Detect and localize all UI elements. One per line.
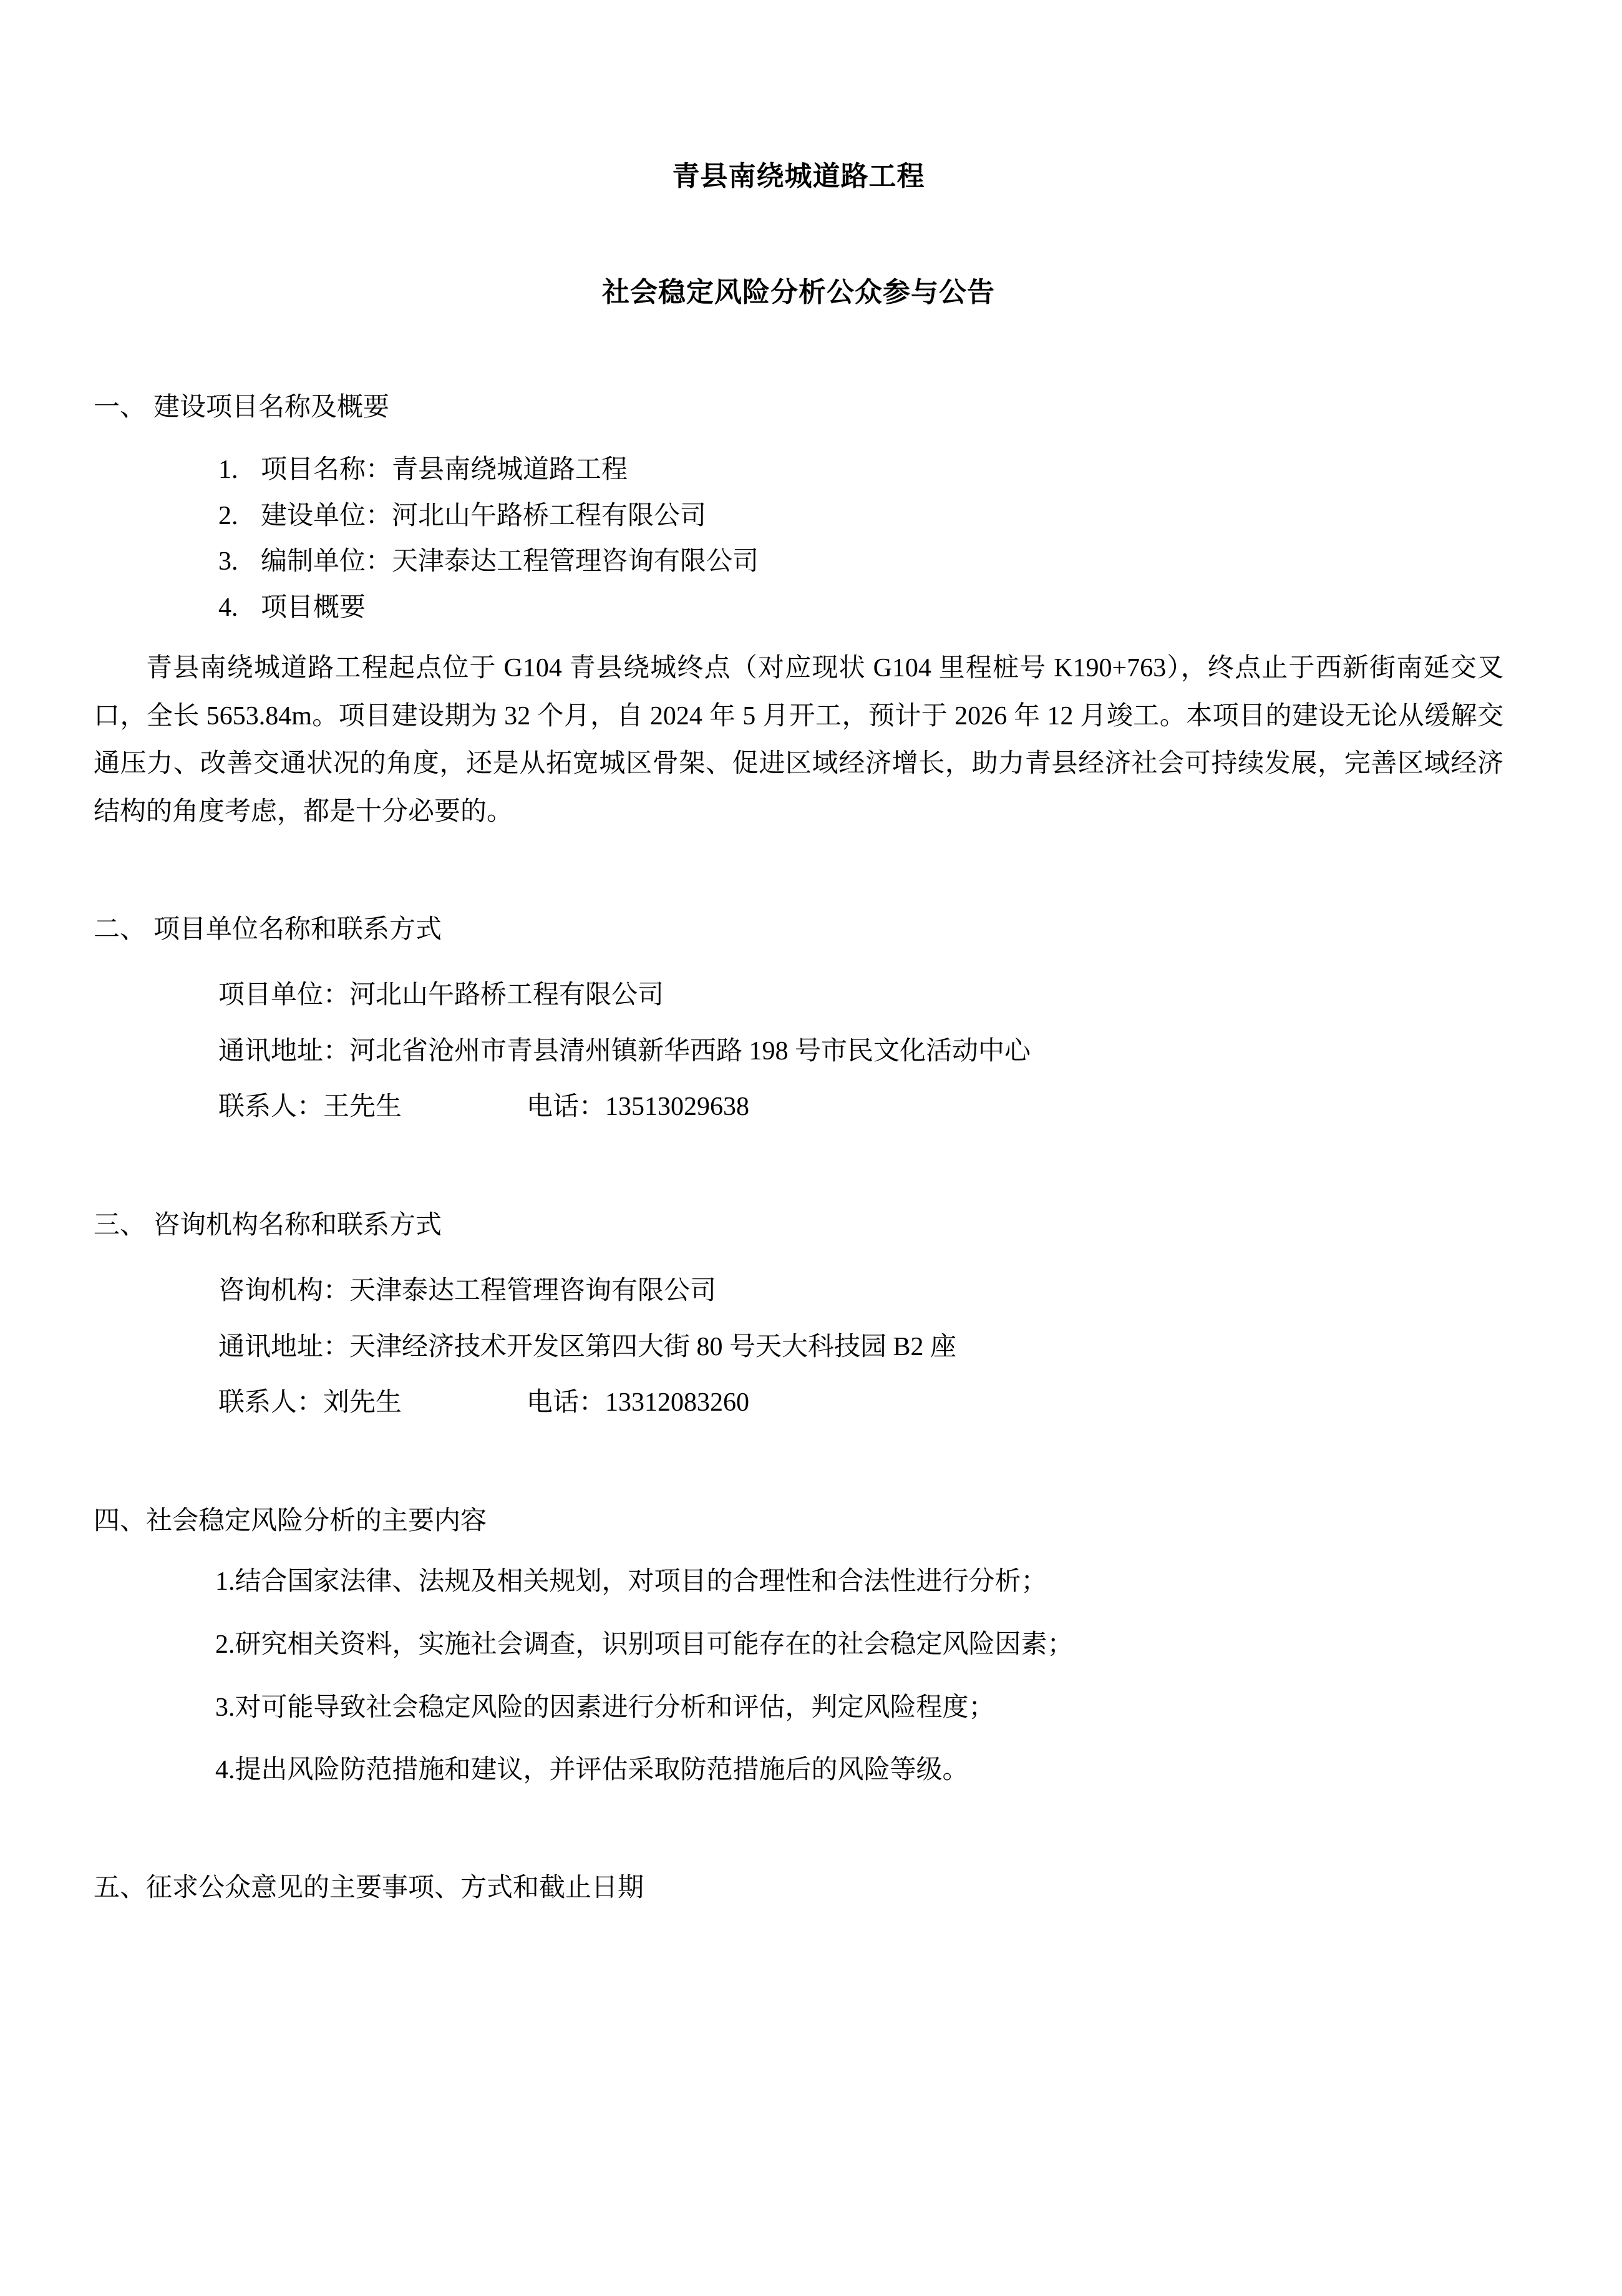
list-item bbox=[94, 539, 1503, 585]
project-address-line: 通讯地址：河北省沧州市青县清州镇新华西路 198 号市民文化活动中心 bbox=[218, 1036, 1031, 1066]
consultant-contact-phone: 电话：13312083260 bbox=[527, 1388, 750, 1418]
section-4-point-list bbox=[94, 1559, 1503, 1794]
section-title-4: 社会稳定风险分析的主要内容 bbox=[146, 1506, 487, 1535]
list-item-marker: 2. bbox=[218, 501, 238, 530]
list-item-label: 项目名称：青县南绕城道路工程 bbox=[261, 455, 628, 485]
project-contact-line bbox=[94, 1084, 1503, 1131]
document-subtitle: 社会稳定风险分析公众参与公告 bbox=[602, 277, 995, 308]
section-heading-3 bbox=[94, 1205, 1503, 1247]
section-title-1: 建设项目名称及概要 bbox=[153, 393, 390, 422]
list-item-marker: 1. bbox=[218, 455, 238, 485]
section-number-3: 三、 bbox=[94, 1210, 147, 1240]
section-number-5: 五、 bbox=[94, 1874, 147, 1903]
list-item: 3.对可能导致社会稳定风险的因素进行分析和评估，判定风险程度； bbox=[215, 1693, 995, 1722]
section-title-5: 征求公众意见的主要事项、方式和截止日期 bbox=[146, 1874, 644, 1903]
section-title-2: 项目单位名称和联系方式 bbox=[153, 915, 442, 944]
project-contact-person: 联系人：王先生 bbox=[218, 1092, 402, 1122]
list-item: 1.结合国家法律、法规及相关规划，对项目的合理性和合法性进行分析； bbox=[215, 1567, 1047, 1597]
section-title-3: 咨询机构名称和联系方式 bbox=[153, 1210, 442, 1240]
section-heading-4 bbox=[94, 1501, 1503, 1542]
list-item-marker: 4. bbox=[218, 593, 238, 622]
section-number-1: 一、 bbox=[94, 393, 147, 422]
section-1-item-list bbox=[94, 447, 1503, 631]
list-item bbox=[94, 585, 1503, 631]
section-number-4: 四、 bbox=[94, 1506, 147, 1535]
list-item-label: 建设单位：河北山午路桥工程有限公司 bbox=[261, 501, 707, 530]
consultant-contact-line bbox=[94, 1379, 1503, 1427]
project-unit-line: 项目单位：河北山午路桥工程有限公司 bbox=[218, 981, 664, 1010]
list-item bbox=[94, 447, 1503, 494]
list-item-label: 项目概要 bbox=[261, 593, 366, 622]
section-number-2: 二、 bbox=[94, 915, 147, 944]
list-item: 4.提出风险防范措施和建议，并评估采取防范措施后的风险等级。 bbox=[215, 1756, 969, 1785]
list-item-marker: 3. bbox=[218, 547, 238, 576]
consultant-unit-line: 咨询机构：天津泰达工程管理咨询有限公司 bbox=[218, 1277, 717, 1306]
consultant-address-line: 通讯地址：天津经济技术开发区第四大街 80 号天大科技园 B2 座 bbox=[218, 1332, 957, 1361]
section-heading-2 bbox=[94, 909, 1503, 951]
project-overview-paragraph: 青县南绕城道路工程起点位于 G104 青县绕城终点（对应现状 G104 里程桩号 K190+763），终点止于西新街南延交叉口，全长 5653.84m。项目建设期为 32 个月，自 2024 年 5 月开工，预计于 2026 年 12 月竣工。本项目的建设无论从缓解交通压力、改善交通状况的角度，还是从拓宽城区骨架、促进区域经济增长，助力青县经济社会可持续发展，完善区域经济结构的角度考虑，都是十分必要的。 bbox=[94, 654, 1503, 826]
project-contact-phone: 电话：13513029638 bbox=[527, 1092, 750, 1122]
document-title: 青县南绕城道路工程 bbox=[672, 161, 925, 192]
list-item-label: 编制单位：天津泰达工程管理咨询有限公司 bbox=[261, 547, 759, 576]
list-item bbox=[94, 494, 1503, 540]
list-item: 2.研究相关资料，实施社会调查，识别项目可能存在的社会稳定风险因素； bbox=[215, 1630, 1074, 1659]
section-heading-5 bbox=[94, 1867, 1503, 1909]
section-heading-1 bbox=[94, 387, 1503, 429]
consultant-contact-person: 联系人：刘先生 bbox=[218, 1388, 402, 1418]
